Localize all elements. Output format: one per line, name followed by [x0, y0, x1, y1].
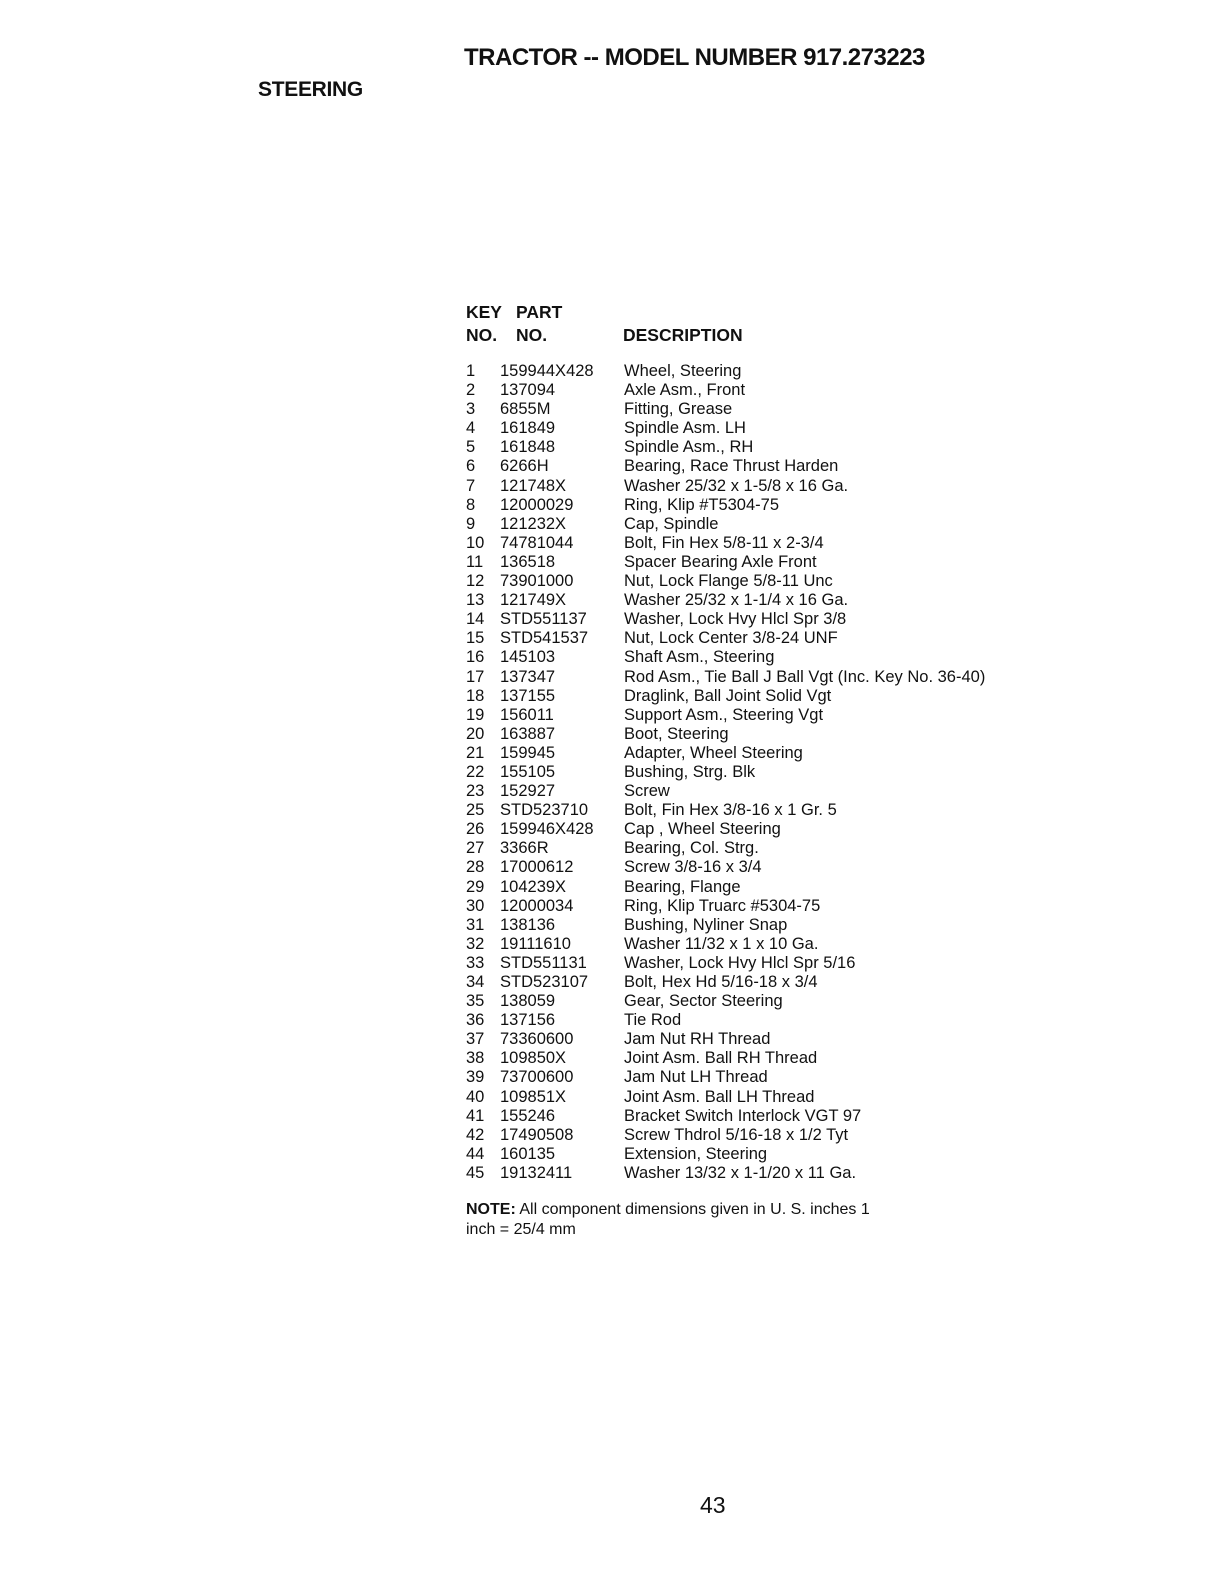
part-number: 17490508 [500, 1125, 574, 1144]
table-row [466, 572, 1066, 591]
key-number: 20 [466, 724, 485, 743]
part-description: Nut, Lock Flange 5/8-11 Unc [624, 572, 833, 591]
part-number: 155105 [500, 762, 556, 781]
key-number: 39 [466, 1068, 485, 1087]
part-description: Bracket Switch Interlock VGT 97 [624, 1106, 862, 1125]
note-text: All component dimensions given in U. S. inches 1 inch = 25/4 mm [466, 1201, 870, 1238]
table-row [466, 782, 1066, 801]
part-number: 152927 [500, 782, 556, 801]
part-description: Spindle Asm. LH [624, 419, 746, 438]
part-description: Joint Asm. Ball LH Thread [624, 1087, 815, 1106]
key-number: 19 [466, 705, 485, 724]
part-description: Draglink, Ball Joint Solid Vgt [624, 686, 832, 705]
section-heading: STEERING [258, 78, 363, 101]
part-number: 138136 [500, 915, 556, 934]
key-number: 22 [466, 762, 485, 781]
part-description: Washer 25/32 x 1-5/8 x 16 Ga. [624, 476, 849, 495]
part-description: Washer 25/32 x 1-1/4 x 16 Ga. [624, 591, 849, 610]
table-row [466, 1107, 1066, 1126]
key-number: 44 [466, 1144, 485, 1163]
part-number: 109850X [500, 1049, 567, 1068]
part-description: Axle Asm., Front [624, 381, 746, 400]
part-description: Jam Nut RH Thread [624, 1030, 771, 1049]
part-number: 137094 [500, 381, 556, 400]
table-row [466, 553, 1066, 572]
part-description: Adapter, Wheel Steering [624, 743, 803, 762]
part-number: 160135 [500, 1144, 556, 1163]
part-number: 159944X428 [500, 362, 594, 380]
key-number: 11 [466, 552, 484, 571]
page-number: 43 [700, 1492, 726, 1518]
key-number: 12 [466, 572, 485, 591]
key-number: 16 [466, 648, 485, 667]
part-number: 137156 [500, 1011, 556, 1030]
key-number: 32 [466, 934, 485, 953]
part-number: STD551131 [500, 953, 587, 972]
table-row [466, 457, 1066, 476]
part-description: Screw [624, 782, 670, 801]
table-row [466, 725, 1066, 744]
description-column-header: DESCRIPTION [623, 325, 743, 345]
part-number: STD523107 [500, 973, 589, 991]
key-number: 45 [466, 1163, 485, 1182]
table-row [466, 362, 1066, 381]
key-number: 40 [466, 1087, 485, 1106]
part-description: Bearing, Col. Strg. [624, 839, 759, 858]
part-number: 3366R [500, 839, 549, 858]
part-description: Ring, Klip #T5304-75 [624, 495, 780, 514]
key-column-header: KEY [466, 302, 502, 322]
part-number: 161848 [500, 438, 556, 457]
key-number: 13 [466, 591, 485, 610]
part-description: Spacer Bearing Axle Front [624, 552, 817, 571]
table-row [466, 1011, 1066, 1030]
table-row [466, 1164, 1066, 1183]
part-description: Nut, Lock Center 3/8-24 UNF [624, 629, 838, 648]
table-row [466, 878, 1066, 897]
table-row [466, 744, 1066, 763]
part-number: 163887 [500, 724, 556, 743]
part-number: 73360600 [500, 1030, 574, 1049]
part-number: 159945 [500, 743, 556, 762]
table-row [466, 668, 1066, 687]
part-description: Bearing, Race Thrust Harden [624, 457, 839, 476]
part-description: Boot, Steering [624, 724, 729, 743]
key-number: 33 [466, 953, 485, 972]
table-row [466, 381, 1066, 400]
part-description: Tie Rod [624, 1011, 682, 1030]
key-number: 37 [466, 1030, 485, 1049]
part-description: Washer 13/32 x 1-1/20 x 11 Ga. [624, 1163, 857, 1182]
table-row [466, 515, 1066, 534]
note [466, 1200, 886, 1240]
part-number: STD551137 [500, 610, 587, 629]
key-number: 28 [466, 858, 485, 877]
part-number: STD523710 [500, 801, 589, 820]
part-number: 161849 [500, 419, 556, 438]
part-number: 12000034 [500, 896, 574, 915]
key-number: 10 [466, 533, 485, 552]
table-row [466, 610, 1066, 629]
table-row [466, 477, 1066, 496]
part-description: Bearing, Flange [624, 877, 741, 896]
part-number: 12000029 [500, 495, 574, 514]
part-description: Bushing, Nyliner Snap [624, 915, 788, 934]
table-row [466, 1126, 1066, 1145]
table-row [466, 687, 1066, 706]
part-column-header-no: NO. [516, 325, 548, 345]
part-number: 137155 [500, 686, 556, 705]
key-number: 2 [466, 381, 476, 400]
part-description: Support Asm., Steering Vgt [624, 705, 824, 724]
part-number: 6266H [500, 457, 549, 476]
table-row [466, 801, 1066, 820]
part-number: 6855M [500, 400, 551, 419]
table-row [466, 706, 1066, 725]
key-number: 29 [466, 877, 485, 896]
key-number: 36 [466, 1011, 485, 1030]
key-number: 35 [466, 992, 485, 1011]
parts-list-header [466, 302, 1066, 358]
table-row [466, 973, 1066, 992]
note-label: NOTE: [466, 1201, 516, 1218]
table-row [466, 1088, 1066, 1107]
key-number: 7 [466, 476, 476, 495]
key-number: 30 [466, 896, 485, 915]
part-number: 121749X [500, 591, 567, 610]
table-row [466, 534, 1066, 553]
part-number: 73901000 [500, 572, 574, 591]
table-row [466, 763, 1066, 782]
key-number: 31 [466, 915, 485, 934]
table-row [466, 648, 1066, 667]
part-number: 145103 [500, 648, 556, 667]
table-row [466, 820, 1066, 839]
table-row [466, 858, 1066, 877]
part-number: 17000612 [500, 858, 574, 877]
part-number: 156011 [500, 705, 554, 724]
table-row [466, 496, 1066, 515]
key-number: 18 [466, 686, 485, 705]
part-number: 104239X [500, 877, 567, 896]
table-row [466, 629, 1066, 648]
table-row [466, 1145, 1066, 1164]
table-row [466, 935, 1066, 954]
table-row [466, 438, 1066, 457]
parts-rows [466, 362, 1066, 1183]
page-title: TRACTOR -- MODEL NUMBER 917.273223 [464, 44, 925, 71]
part-description: Shaft Asm., Steering [624, 648, 775, 667]
part-description: Spindle Asm., RH [624, 438, 754, 457]
key-number: 38 [466, 1049, 485, 1068]
part-description: Ring, Klip Truarc #5304-75 [624, 896, 821, 915]
key-number: 27 [466, 839, 485, 858]
key-number: 25 [466, 801, 485, 820]
key-number: 17 [466, 667, 485, 686]
table-row [466, 1030, 1066, 1049]
key-number: 15 [466, 629, 485, 648]
part-description: Extension, Steering [624, 1144, 768, 1163]
key-number: 6 [466, 457, 476, 476]
key-number: 9 [466, 514, 476, 533]
parts-list [466, 302, 1066, 1183]
part-number: 136518 [500, 552, 556, 571]
part-description: Wheel, Steering [624, 362, 742, 380]
key-number: 4 [466, 419, 476, 438]
table-row [466, 591, 1066, 610]
table-row [466, 419, 1066, 438]
table-row [466, 839, 1066, 858]
part-number: 137347 [500, 667, 556, 686]
part-column-header: PART [516, 302, 563, 322]
part-description: Bolt, Fin Hex 5/8-11 x 2-3/4 [624, 533, 824, 552]
part-description: Bolt, Hex Hd 5/16-18 x 3/4 [624, 973, 818, 991]
part-description: Jam Nut LH Thread [624, 1068, 768, 1087]
part-description: Washer 11/32 x 1 x 10 Ga. [624, 934, 819, 953]
key-column-header-no: NO. [466, 325, 498, 345]
part-number: 109851X [500, 1087, 567, 1106]
part-description: Cap , Wheel Steering [624, 820, 781, 839]
key-number: 34 [466, 973, 485, 991]
table-row [466, 400, 1066, 419]
part-description: Washer, Lock Hvy Hlcl Spr 5/16 [624, 953, 856, 972]
part-description: Bolt, Fin Hex 3/8-16 x 1 Gr. 5 [624, 801, 837, 820]
part-description: Gear, Sector Steering [624, 992, 783, 1011]
part-number: 138059 [500, 992, 556, 1011]
part-description: Washer, Lock Hvy Hlcl Spr 3/8 [624, 610, 847, 629]
key-number: 8 [466, 495, 476, 514]
part-description: Fitting, Grease [624, 400, 733, 419]
part-number: 74781044 [500, 533, 574, 552]
key-number: 21 [466, 743, 485, 762]
part-description: Cap, Spindle [624, 514, 719, 533]
key-number: 5 [466, 438, 476, 457]
part-number: 121232X [500, 514, 567, 533]
part-number: STD541537 [500, 629, 589, 648]
key-number: 41 [466, 1106, 485, 1125]
part-description: Bushing, Strg. Blk [624, 762, 756, 781]
table-row [466, 954, 1066, 973]
key-number: 26 [466, 820, 485, 839]
part-number: 73700600 [500, 1068, 574, 1087]
key-number: 1 [466, 362, 476, 380]
table-row [466, 1049, 1066, 1068]
table-row [466, 897, 1066, 916]
table-row [466, 992, 1066, 1011]
table-row [466, 1068, 1066, 1087]
key-number: 23 [466, 782, 485, 801]
part-description: Screw Thdrol 5/16-18 x 1/2 Tyt [624, 1125, 849, 1144]
part-number: 19111610 [500, 934, 571, 953]
part-number: 19132411 [500, 1163, 573, 1182]
part-number: 155246 [500, 1106, 556, 1125]
part-description: Joint Asm. Ball RH Thread [624, 1049, 818, 1068]
part-description: Screw 3/8-16 x 3/4 [624, 858, 762, 877]
key-number: 14 [466, 610, 485, 629]
part-description: Rod Asm., Tie Ball J Ball Vgt (Inc. Key No. 36-40) [624, 667, 986, 686]
part-number: 121748X [500, 476, 567, 495]
key-number: 42 [466, 1125, 485, 1144]
table-row [466, 916, 1066, 935]
part-number: 159946X428 [500, 820, 594, 839]
key-number: 3 [466, 400, 476, 419]
